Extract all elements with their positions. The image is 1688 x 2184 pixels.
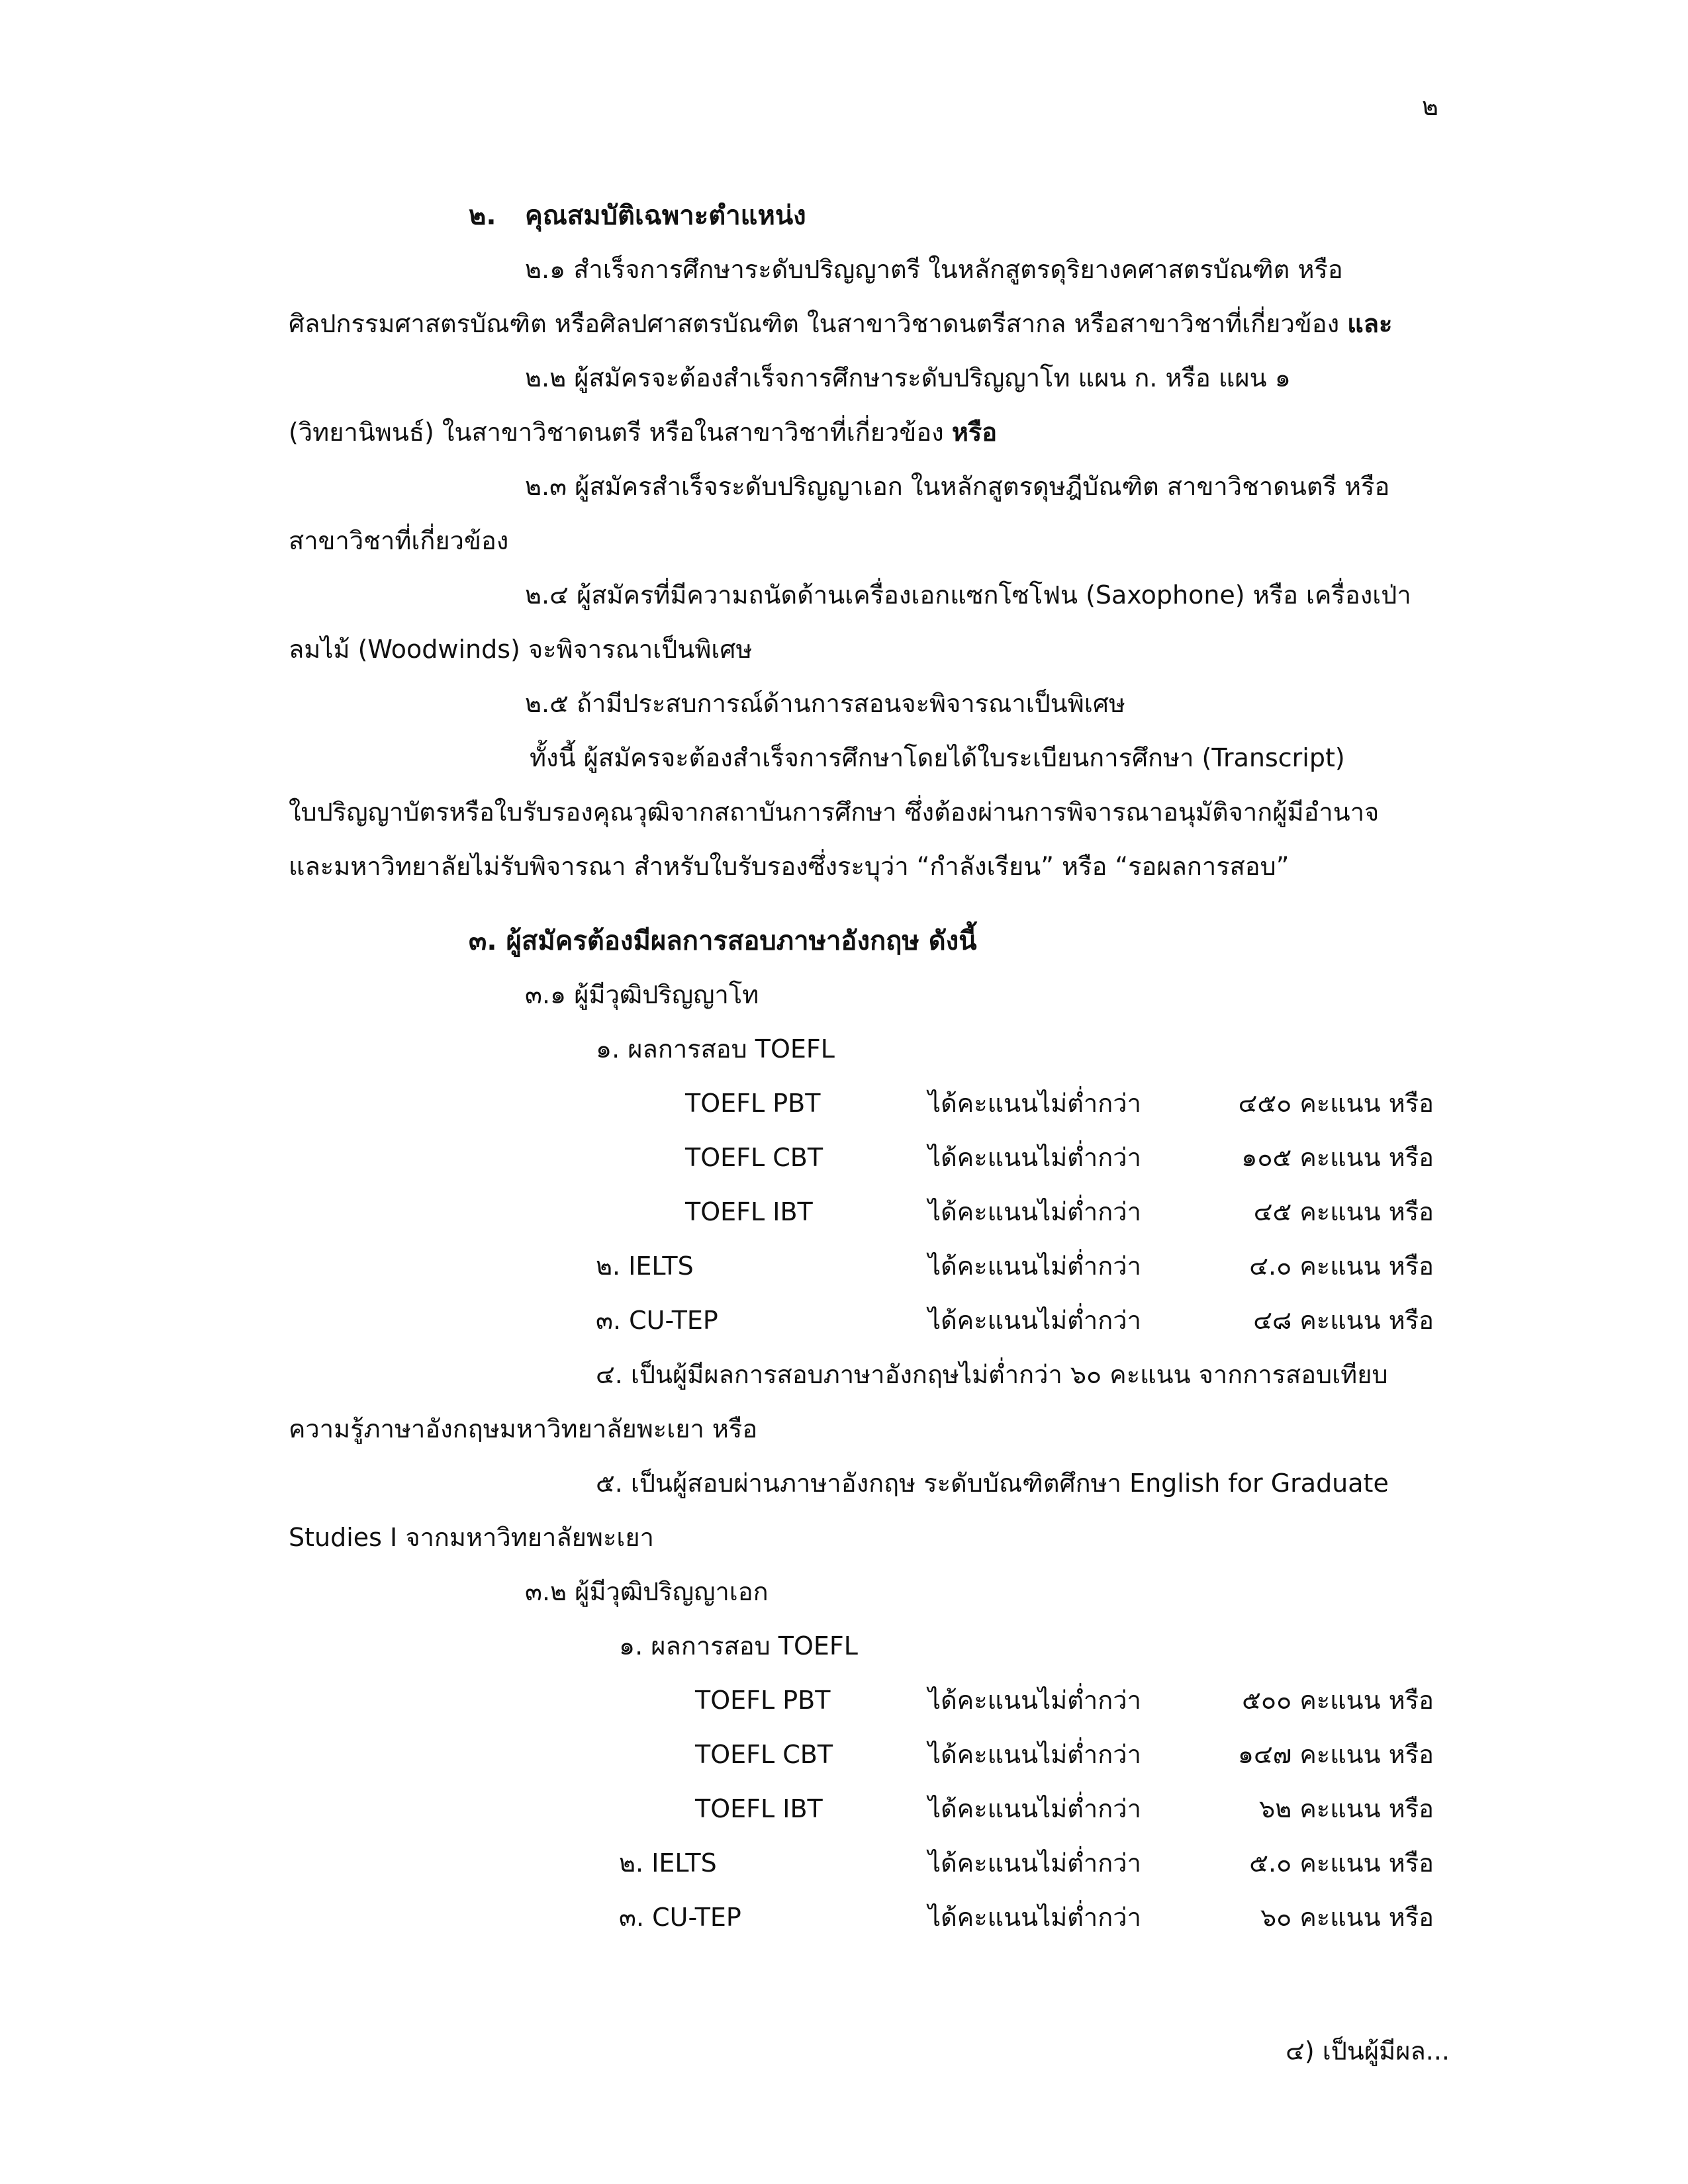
page-number: ๒: [1422, 92, 1439, 121]
s32-row-cond: ได้คะแนนไม่ต่ำกว่า: [928, 1740, 1141, 1769]
s32-row-cond: ได้คะแนนไม่ต่ำกว่า: [928, 1848, 1141, 1878]
s32-row-label: ๓. CU-TEP: [619, 1903, 741, 1932]
s31-row-label: ๒. IELTS: [596, 1251, 694, 1281]
s31-row-score: ๔.๐ คะแนน หรือ: [1249, 1251, 1434, 1281]
clause-2-5: ๒.๕ ถ้ามีประสบการณ์ด้านการสอนจะพิจารณาเป็นพิเศษ: [525, 689, 1125, 718]
clause-2-1-line-1: ๒.๑ สำเร็จการศึกษาระดับปริญญาตรี ในหลักสูตรดุริยางคศาสตรบัณฑิต หรือ: [525, 255, 1343, 284]
s31-row-score: ๔๕๐ คะแนน หรือ: [1238, 1089, 1434, 1118]
clause-2-4-line-1: ๒.๔ ผู้สมัครที่มีความถนัดด้านเครื่องเอกแซกโซโฟน (Saxophone) หรือ เครื่องเป่า: [525, 580, 1411, 610]
s32-row-label: TOEFL IBT: [695, 1794, 823, 1823]
s31-item-4-line-2: ความรู้ภาษาอังกฤษมหาวิทยาลัยพะเยา หรือ: [289, 1414, 758, 1443]
s31-row-cond: ได้คะแนนไม่ต่ำกว่า: [928, 1143, 1141, 1172]
s32-row-cond: ได้คะแนนไม่ต่ำกว่า: [928, 1903, 1141, 1932]
section-2-number: ๒.: [469, 201, 496, 231]
s31-row-score: ๔๘ คะแนน หรือ: [1253, 1306, 1434, 1335]
s32-row-label: TOEFL CBT: [695, 1740, 833, 1769]
s31-row-cond: ได้คะแนนไม่ต่ำกว่า: [928, 1089, 1141, 1118]
s31-row-label: TOEFL PBT: [685, 1089, 821, 1118]
continuation-note: ๔) เป็นผู้มีผล...: [1286, 2036, 1450, 2066]
s31-row-score: ๑๐๕ คะแนน หรือ: [1241, 1143, 1434, 1172]
s31-row-label: ๓. CU-TEP: [596, 1306, 718, 1335]
clause-2-2-or: หรือ: [951, 418, 998, 447]
s32-row-score: ๕.๐ คะแนน หรือ: [1249, 1848, 1434, 1878]
s32-row-score: ๕๐๐ คะแนน หรือ: [1242, 1686, 1434, 1715]
s31-toefl-title: ๑. ผลการสอบ TOEFL: [596, 1034, 835, 1064]
s31-item-5-line-2: Studies I จากมหาวิทยาลัยพะเยา: [289, 1523, 654, 1552]
clause-2-2-text: (วิทยานิพนธ์) ในสาขาวิชาดนตรี หรือในสาขาวิชาที่เกี่ยวข้อง: [289, 418, 944, 447]
clause-2-2-line-2: [289, 420, 997, 445]
s32-title: ๓.๒ ผู้มีวุฒิปริญญาเอก: [525, 1577, 769, 1606]
s32-row-score: ๖๒ คะแนน หรือ: [1259, 1794, 1434, 1823]
note-line-2: ใบปริญญาบัตรหรือใบรับรองคุณวุฒิจากสถาบันการศึกษา ซึ่งต้องผ่านการพิจารณาอนุมัติจากผู้มีอำนาจ: [289, 797, 1380, 827]
s32-row-cond: ได้คะแนนไม่ต่ำกว่า: [928, 1794, 1141, 1823]
s32-toefl-title: ๑. ผลการสอบ TOEFL: [619, 1631, 858, 1661]
s31-row-label: TOEFL CBT: [685, 1143, 823, 1172]
note-line-3: และมหาวิทยาลัยไม่รับพิจารณา สำหรับใบรับรองซึ่งระบุว่า “กำลังเรียน” หรือ “รอผลการสอบ”: [289, 852, 1289, 881]
s31-title: ๓.๑ ผู้มีวุฒิปริญญาโท: [525, 980, 759, 1009]
s31-row-cond: ได้คะแนนไม่ต่ำกว่า: [928, 1197, 1141, 1226]
s32-row-score: ๖๐ คะแนน หรือ: [1260, 1903, 1434, 1932]
s32-row-label: TOEFL PBT: [695, 1686, 831, 1715]
clause-2-3-line-2: สาขาวิชาที่เกี่ยวข้อง: [289, 526, 509, 555]
clause-2-3-line-1: ๒.๓ ผู้สมัครสำเร็จระดับปริญญาเอก ในหลักสูตรดุษฎีบัณฑิต สาขาวิชาดนตรี หรือ: [525, 472, 1390, 501]
s31-row-label: TOEFL IBT: [685, 1197, 813, 1226]
s31-item-5-line-1: ๕. เป็นผู้สอบผ่านภาษาอังกฤษ ระดับบัณฑิตศึกษา English for Graduate: [596, 1469, 1389, 1498]
clause-2-1-and: และ: [1347, 309, 1393, 338]
s32-row-score: ๑๔๗ คะแนน หรือ: [1237, 1740, 1434, 1769]
section-2-heading: คุณสมบัติเฉพาะตำแหน่ง: [525, 201, 806, 231]
s31-row-cond: ได้คะแนนไม่ต่ำกว่า: [928, 1251, 1141, 1281]
note-line-1: ทั้งนี้ ผู้สมัครจะต้องสำเร็จการศึกษาโดยได้ใบระเบียนการศึกษา (Transcript): [530, 743, 1345, 772]
clause-2-4-line-2: ลมไม้ (Woodwinds) จะพิจารณาเป็นพิเศษ: [289, 635, 753, 664]
s31-row-score: ๔๕ คะแนน หรือ: [1253, 1197, 1434, 1226]
clause-2-1-text: ศิลปกรรมศาสตรบัณฑิต หรือศิลปศาสตรบัณฑิต ในสาขาวิชาดนตรีสากล หรือสาขาวิชาที่เกี่ยวข้อง: [289, 309, 1340, 338]
clause-2-1-line-2: [289, 311, 1392, 336]
section-3-heading: ๓. ผู้สมัครต้องมีผลการสอบภาษาอังกฤษ ดังนี้: [469, 926, 977, 956]
s32-row-cond: ได้คะแนนไม่ต่ำกว่า: [928, 1686, 1141, 1715]
s31-row-cond: ได้คะแนนไม่ต่ำกว่า: [928, 1306, 1141, 1335]
s32-row-label: ๒. IELTS: [619, 1848, 717, 1878]
clause-2-2-line-1: ๒.๒ ผู้สมัครจะต้องสำเร็จการศึกษาระดับปริญญาโท แผน ก. หรือ แผน ๑: [525, 363, 1291, 392]
s31-item-4-line-1: ๔. เป็นผู้มีผลการสอบภาษาอังกฤษไม่ต่ำกว่า ๖๐ คะแนน จากการสอบเทียบ: [596, 1360, 1388, 1389]
